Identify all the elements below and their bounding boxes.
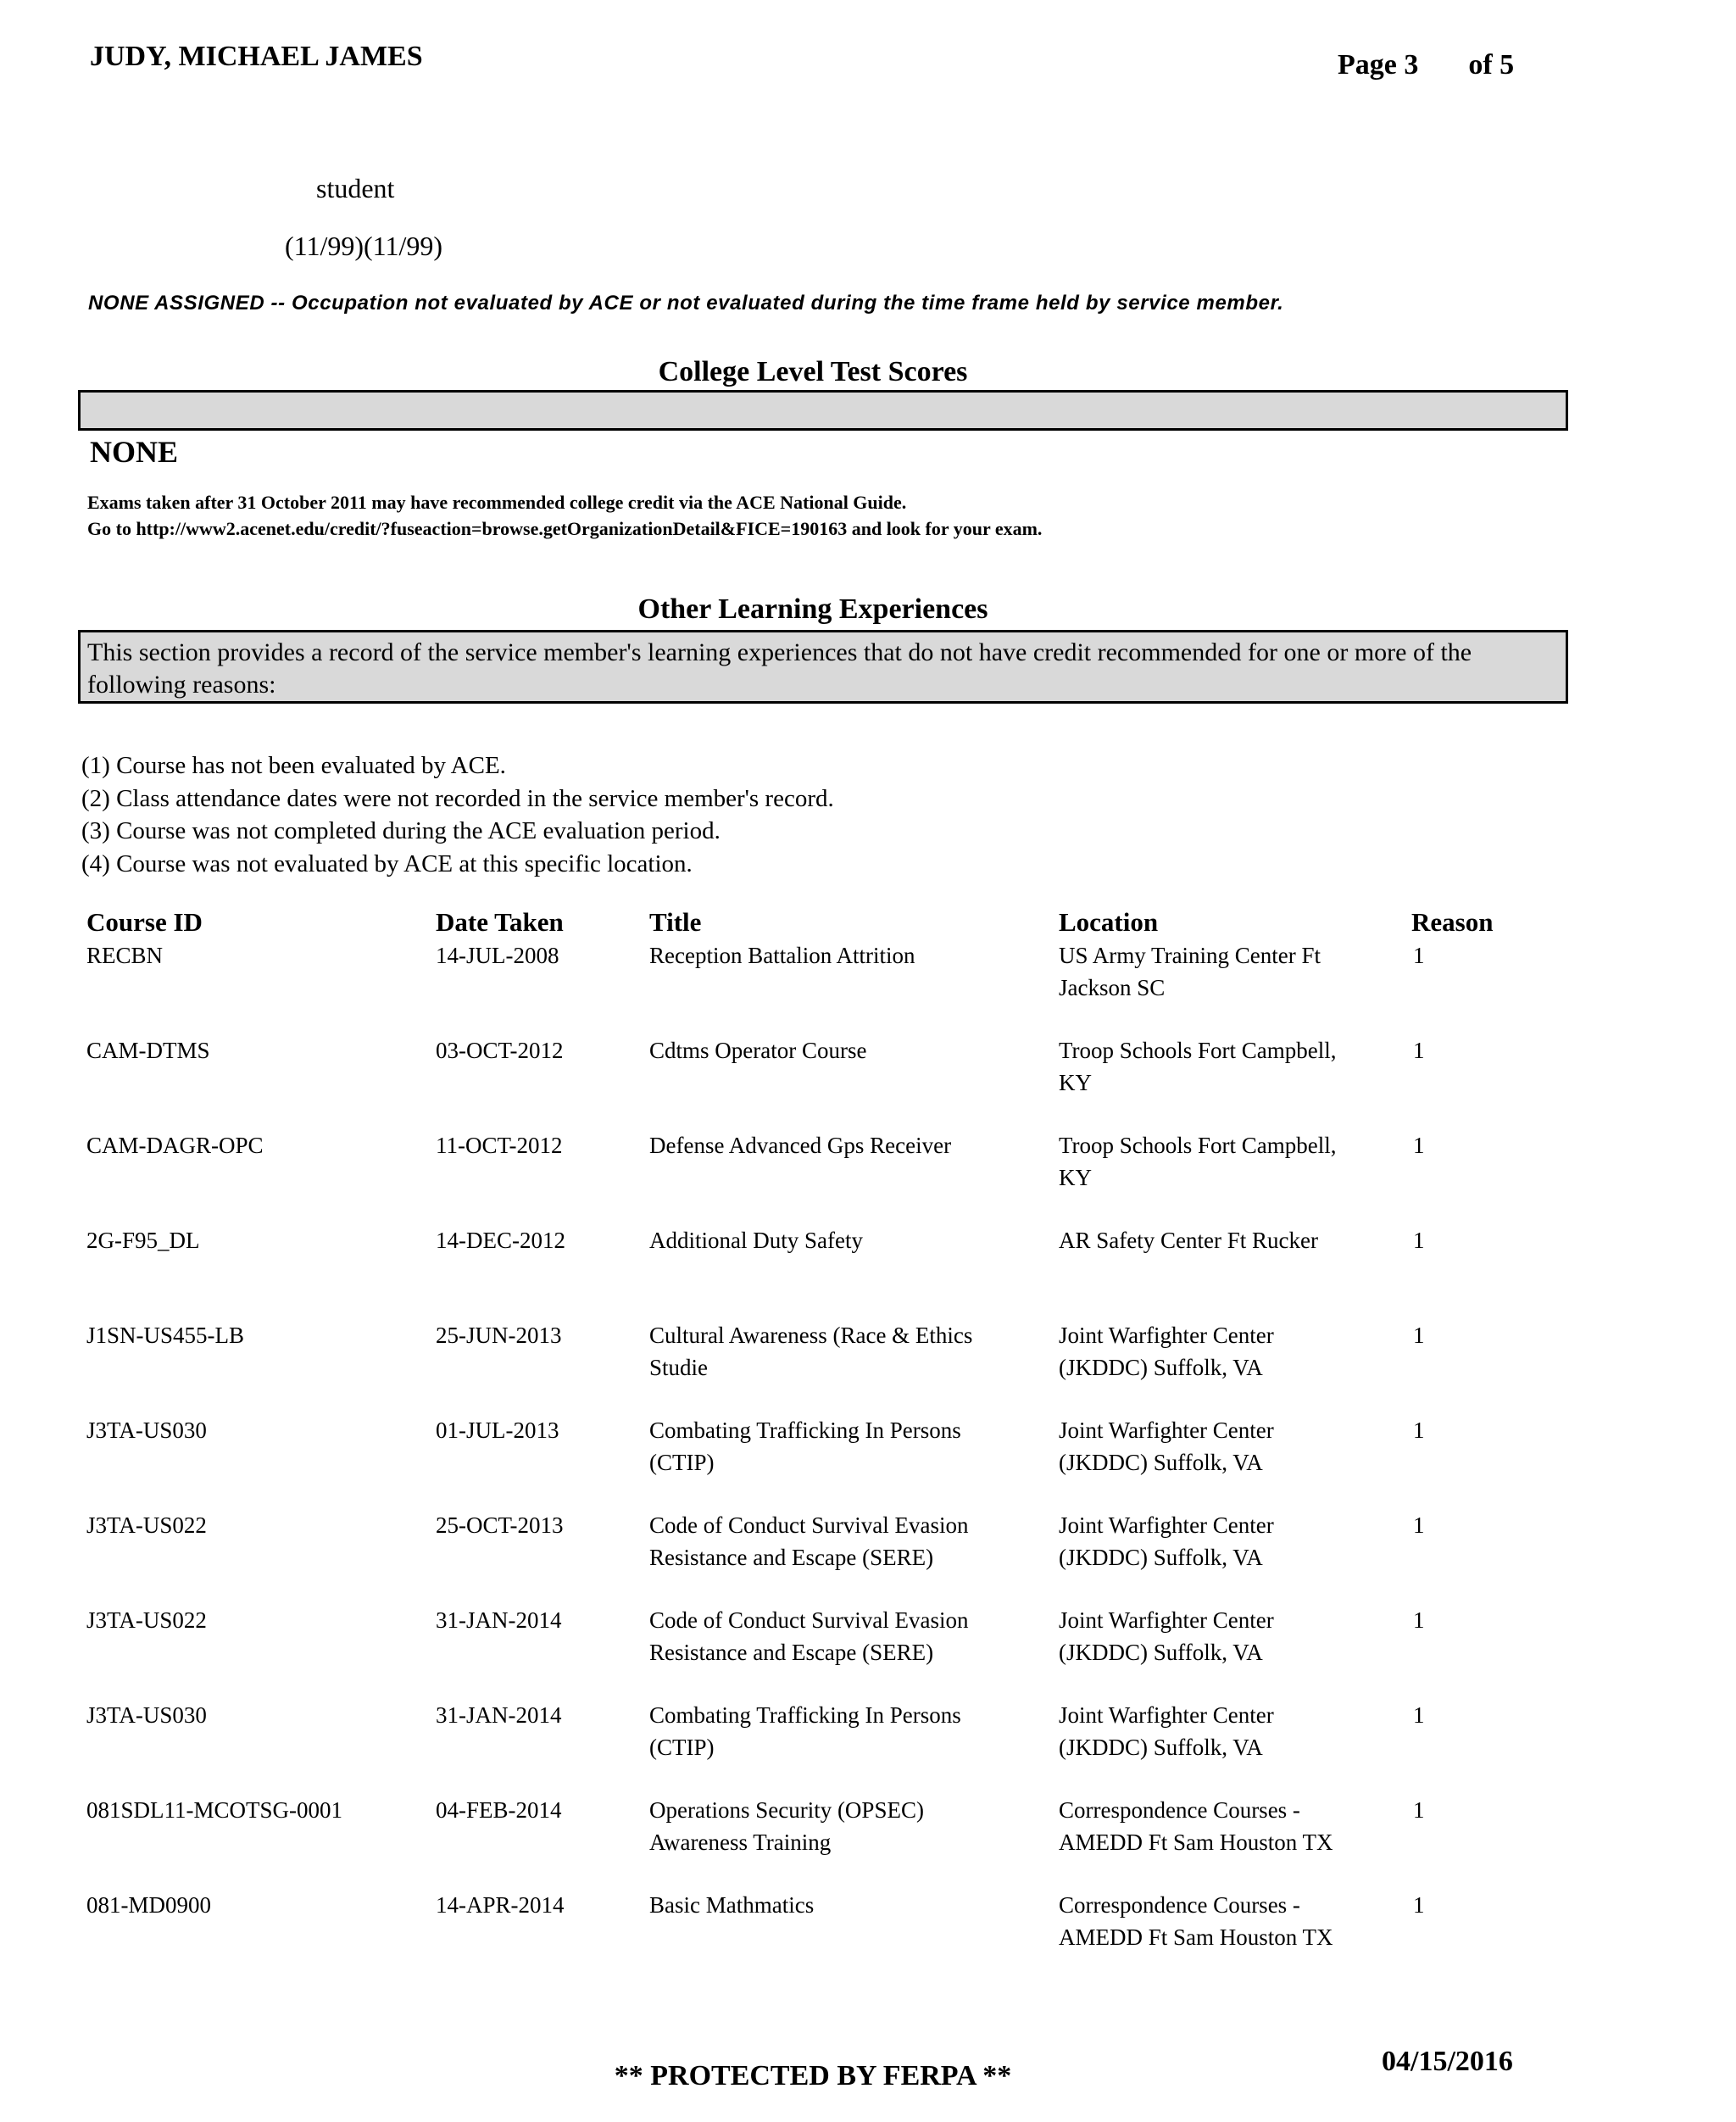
location-cell: KY [1059,1070,1092,1095]
page-number: Page 3 [1338,49,1419,81]
title-cell: Combating Trafficking In Persons [649,1417,961,1443]
location-cell: AMEDD Ft Sam Houston TX [1059,1924,1333,1950]
reason-cell: 1 [1413,1228,1425,1253]
course-id-cell: J3TA-US022 [86,1607,207,1633]
clts-header-bar [78,390,1568,431]
ole-intro-box: This section provides a record of the service member's learning experiences that do not have credit recommended for one or more of the following reasons: [78,630,1568,704]
location-cell: Joint Warfighter Center [1059,1607,1274,1633]
exam-note-line-2: Go to http://www2.acenet.edu/credit/?fuseaction=browse.getOrganizationDetail&FICE=190163 and look for your exam. [87,518,1043,539]
date-taken-cell: 14-APR-2014 [436,1892,565,1918]
column-header-date-taken: Date Taken [436,907,564,937]
occupation-note: NONE ASSIGNED -- Occupation not evaluated by ACE or not evaluated during the time frame held by service member. [88,292,1284,315]
reason-cell: 1 [1413,1323,1425,1348]
title-cell: Cultural Awareness (Race & Ethics [649,1323,973,1348]
location-cell: AR Safety Center Ft Rucker [1059,1228,1318,1253]
location-cell: (JKDDC) Suffolk, VA [1059,1640,1263,1665]
location-cell: Joint Warfighter Center [1059,1323,1274,1348]
location-cell: Joint Warfighter Center [1059,1417,1274,1443]
reason-list [81,749,834,880]
course-id-cell: CAM-DAGR-OPC [86,1133,264,1158]
title-cell: Combating Trafficking In Persons [649,1702,961,1728]
title-cell: Studie [649,1355,709,1380]
column-header-title: Title [649,907,702,937]
column-header-course-id: Course ID [86,907,203,937]
course-id-cell: J3TA-US022 [86,1512,207,1538]
location-cell: (JKDDC) Suffolk, VA [1059,1735,1263,1760]
occupation-title: student [316,173,395,203]
date-taken-cell: 14-DEC-2012 [436,1228,565,1253]
date-taken-cell: 31-JAN-2014 [436,1607,562,1633]
title-cell: Defense Advanced Gps Receiver [649,1133,952,1158]
course-id-cell: J1SN-US455-LB [86,1323,245,1348]
reason-item: (3) Course was not completed during the ACE evaluation period. [81,817,721,844]
reason-cell: 1 [1413,1702,1425,1728]
location-cell: (JKDDC) Suffolk, VA [1059,1545,1263,1570]
title-cell: Basic Mathmatics [649,1892,815,1918]
title-cell: Code of Conduct Survival Evasion [649,1607,969,1633]
reason-cell: 1 [1413,1512,1425,1538]
ole-section-title: Other Learning Experiences [637,593,988,625]
course-id-cell: J3TA-US030 [86,1702,207,1728]
course-id-cell: CAM-DTMS [86,1038,210,1063]
title-cell: Resistance and Escape (SERE) [649,1545,934,1570]
reason-cell: 1 [1413,1038,1425,1063]
reason-item: (2) Class attendance dates were not recorded in the service member's record. [81,784,834,812]
title-cell: Operations Security (OPSEC) [649,1797,924,1823]
reason-cell: 1 [1413,1892,1425,1918]
reason-cell: 1 [1413,1133,1425,1158]
title-cell: Awareness Training [649,1830,832,1855]
title-cell: (CTIP) [649,1735,715,1760]
clts-none-label: NONE [90,435,179,469]
course-id-cell: RECBN [86,943,164,968]
exam-note-line-1: Exams taken after 31 October 2011 may have recommended college credit via the ACE National Guide. [87,492,907,513]
page-indicator [1338,49,1514,81]
date-taken-cell: 11-OCT-2012 [436,1133,563,1158]
clts-section-title: College Level Test Scores [658,356,968,387]
print-date: 04/15/2016 [1382,2046,1513,2077]
column-header-location: Location [1059,907,1159,937]
date-taken-cell: 31-JAN-2014 [436,1702,562,1728]
title-cell: Additional Duty Safety [649,1228,863,1253]
title-cell: Cdtms Operator Course [649,1038,867,1063]
location-cell: AMEDD Ft Sam Houston TX [1059,1830,1333,1855]
date-taken-cell: 14-JUL-2008 [436,943,559,968]
location-cell: US Army Training Center Ft [1059,943,1321,968]
title-cell: Resistance and Escape (SERE) [649,1640,934,1665]
location-cell: KY [1059,1165,1092,1190]
location-cell: Troop Schools Fort Campbell, [1059,1133,1337,1158]
date-taken-cell: 25-OCT-2013 [436,1512,564,1538]
location-cell: Correspondence Courses - [1059,1797,1300,1823]
location-cell: Joint Warfighter Center [1059,1512,1274,1538]
course-id-cell: 2G-F95_DL [86,1228,200,1253]
occupation-dates: (11/99)(11/99) [285,231,443,261]
reason-cell: 1 [1413,1607,1425,1633]
location-cell: Jackson SC [1059,975,1166,1000]
student-name: JUDY, MICHAEL JAMES [90,41,423,72]
reason-item: (1) Course has not been evaluated by ACE. [81,752,506,779]
course-id-cell: J3TA-US030 [86,1417,207,1443]
date-taken-cell: 25-JUN-2013 [436,1323,562,1348]
reason-cell: 1 [1413,1417,1425,1443]
ferpa-notice: ** PROTECTED BY FERPA ** [614,2060,1012,2091]
column-header-reason: Reason [1411,907,1494,937]
location-cell: Correspondence Courses - [1059,1892,1300,1918]
reason-cell: 1 [1413,1797,1425,1823]
location-cell: (JKDDC) Suffolk, VA [1059,1355,1263,1380]
course-id-cell: 081SDL11-MCOTSG-0001 [86,1797,343,1823]
title-cell: (CTIP) [649,1450,715,1475]
page-total: of 5 [1468,49,1515,81]
title-cell: Reception Battalion Attrition [649,943,915,968]
location-cell: Joint Warfighter Center [1059,1702,1274,1728]
location-cell: Troop Schools Fort Campbell, [1059,1038,1337,1063]
course-id-cell: 081-MD0900 [86,1892,211,1918]
title-cell: Code of Conduct Survival Evasion [649,1512,969,1538]
date-taken-cell: 04-FEB-2014 [436,1797,562,1823]
reason-cell: 1 [1413,943,1425,968]
date-taken-cell: 01-JUL-2013 [436,1417,559,1443]
location-cell: (JKDDC) Suffolk, VA [1059,1450,1263,1475]
reason-item: (4) Course was not evaluated by ACE at this specific location. [81,849,693,877]
date-taken-cell: 03-OCT-2012 [436,1038,564,1063]
